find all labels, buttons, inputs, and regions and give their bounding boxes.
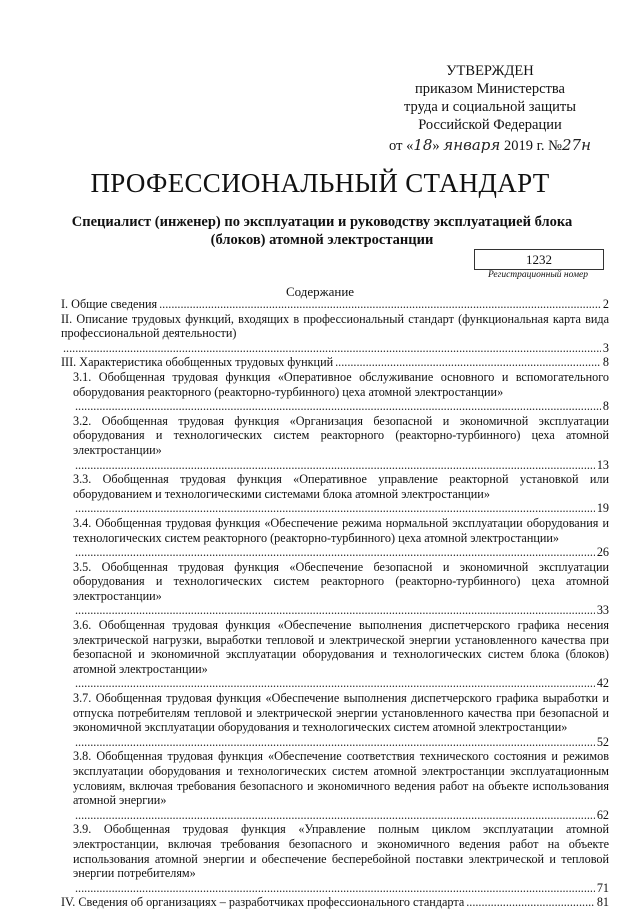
toc-entry-4[interactable]: [61, 895, 609, 910]
toc-entry-3-1[interactable]: [61, 370, 609, 414]
toc-entry-1[interactable]: [61, 297, 609, 312]
approval-line-4: Российской Федерации: [418, 117, 562, 133]
toc-page-number: 62: [596, 807, 609, 822]
toc-entry-text: 3.8. Обобщенная трудовая функция «Обеспечение соответствия технического состояния и режимов эксплуатации оборудования и технологических систем атомной электростанции эксплуатационным условиям, включая требования безопасного и экономичного ведения работ на объекте использования атомной энергии»: [73, 749, 609, 808]
toc-leader: [75, 676, 595, 691]
toc-leader: [75, 458, 595, 473]
toc-entry-3-2[interactable]: [61, 414, 609, 472]
handwritten-order-number: 27н: [561, 136, 591, 154]
date-prefix: от «: [389, 138, 414, 154]
registration-number-box: 1232: [474, 249, 604, 270]
toc-page-number: 13: [596, 457, 609, 472]
toc-page-number: 8: [602, 399, 609, 414]
toc-entry-3-8[interactable]: [61, 749, 609, 822]
toc-entry-3-7[interactable]: [61, 691, 609, 749]
toc-leader: [75, 808, 595, 823]
approval-line-3: труда и социальной защиты: [404, 99, 576, 115]
toc-page-number: 19: [596, 501, 609, 516]
toc-leader: [75, 399, 601, 414]
toc-entry-text: 3.1. Обобщенная трудовая функция «Оперативное обслуживание основного и вспомогательного оборудования реакторного (реакторно-турбинного) цеха атомной электростанции»: [73, 369, 609, 399]
toc-page-number: 81: [596, 895, 609, 910]
toc-leader: [75, 603, 595, 618]
toc-page-number: 26: [596, 545, 609, 560]
toc-entry-3-4[interactable]: [61, 516, 609, 560]
toc-page-number: 42: [596, 676, 609, 691]
toc-entry-text: 3.4. Обобщенная трудовая функция «Обеспечение режима нормальной эксплуатации оборудования и технологических систем реакторного (реакторно-турбинного) цеха атомной электростанции»: [73, 515, 609, 545]
date-mid: »: [432, 138, 444, 154]
toc-entry-text: 3.6. Обобщенная трудовая функция «Обеспечение выполнения диспетчерского графика несения электрической нагрузки, выработки тепловой и электрической энергии установленного качества при безопасной и экономичной эксплуатации оборудования и технологических систем блока (блоков) атомной электростанции»: [73, 618, 609, 676]
toc-leader: [63, 341, 601, 356]
document-title: ПРОФЕССИОНАЛЬНЫЙ СТАНДАРТ: [90, 168, 550, 198]
handwritten-month: января: [443, 136, 501, 154]
toc-entry-text: 3.3. Обобщенная трудовая функция «Оперативное управление реакторной установкой или оборудованием и технологическими системами блока атомной электростанции»: [73, 472, 609, 501]
approval-date-line: [380, 136, 600, 155]
toc-entry-text: 3.9. Обобщенная трудовая функция «Управление полным циклом эксплуатации атомной электростанции, включая требования безопасного и экономичного ведения работ на объекте использования атомной энергии и обеспечение бесперебойной поставки электрической и тепловой энергии потребителям»: [73, 822, 609, 881]
toc-entry-3-5[interactable]: [61, 560, 609, 618]
toc-entry-3-9[interactable]: [61, 822, 609, 895]
toc-leader: [75, 735, 595, 750]
toc-leader: [466, 895, 595, 910]
toc-entry-text: IV. Сведения об организациях – разработчиках профессионального стандарта: [61, 895, 465, 910]
toc-leader: [335, 355, 601, 370]
approval-title: УТВЕРЖДЕН: [446, 63, 534, 79]
toc-entry-text: 3.2. Обобщенная трудовая функция «Организация безопасной и экономичной эксплуатации оборудования и технологических систем реакторного (реакторно-турбинного) цеха атомной электростанции»: [73, 413, 609, 457]
toc-entry-2[interactable]: [61, 312, 609, 356]
toc-entry-text: 3.7. Обобщенная трудовая функция «Обеспечение выполнения диспетчерского графика выработки и отпуска потребителям тепловой и электрической энергии установленного качества при безопасной и экономичной эксплуатации оборудования и технологических систем атомной электростанции»: [73, 691, 609, 735]
date-year: 2019 г. №: [500, 138, 562, 154]
toc-page-number: 8: [602, 355, 609, 370]
approval-block: [380, 62, 600, 155]
toc-leader: [159, 297, 601, 312]
toc-entry-3[interactable]: [61, 355, 609, 370]
toc-entry-3-3[interactable]: [61, 472, 609, 516]
registration-number-label: Регистрационный номер: [487, 270, 589, 280]
toc-page-number: 71: [596, 880, 609, 895]
approval-line-2: приказом Министерства: [415, 81, 565, 97]
toc-entry-text: I. Общие сведения: [61, 297, 158, 311]
handwritten-day: 18: [413, 136, 433, 154]
toc-entry-text: 3.5. Обобщенная трудовая функция «Обеспечение безопасной и экономичной эксплуатации оборудования и технологических систем реакторного (реакторно-турбинного) цеха атомной электростанции»: [73, 559, 609, 603]
toc-leader: [75, 881, 595, 896]
toc-page-number: 33: [596, 603, 609, 618]
toc-leader: [75, 545, 595, 560]
toc-entry-text: II. Описание трудовых функций, входящих в профессиональный стандарт (функциональная карта вида профессиональной деятельности): [61, 311, 609, 341]
toc-entry-3-6[interactable]: [61, 618, 609, 691]
toc-page-number: 3: [602, 340, 609, 355]
standard-name: Специалист (инженер) по эксплуатации и руководству эксплуатацией блока (блоков) атомной электростанции: [71, 214, 573, 248]
contents-heading: Содержание: [285, 284, 355, 299]
toc-page-number: 52: [596, 734, 609, 749]
toc-page-number: 2: [602, 297, 609, 311]
toc-entry-text: III. Характеристика обобщенных трудовых функций: [61, 355, 334, 370]
toc-leader: [75, 501, 595, 516]
table-of-contents: [61, 297, 609, 910]
